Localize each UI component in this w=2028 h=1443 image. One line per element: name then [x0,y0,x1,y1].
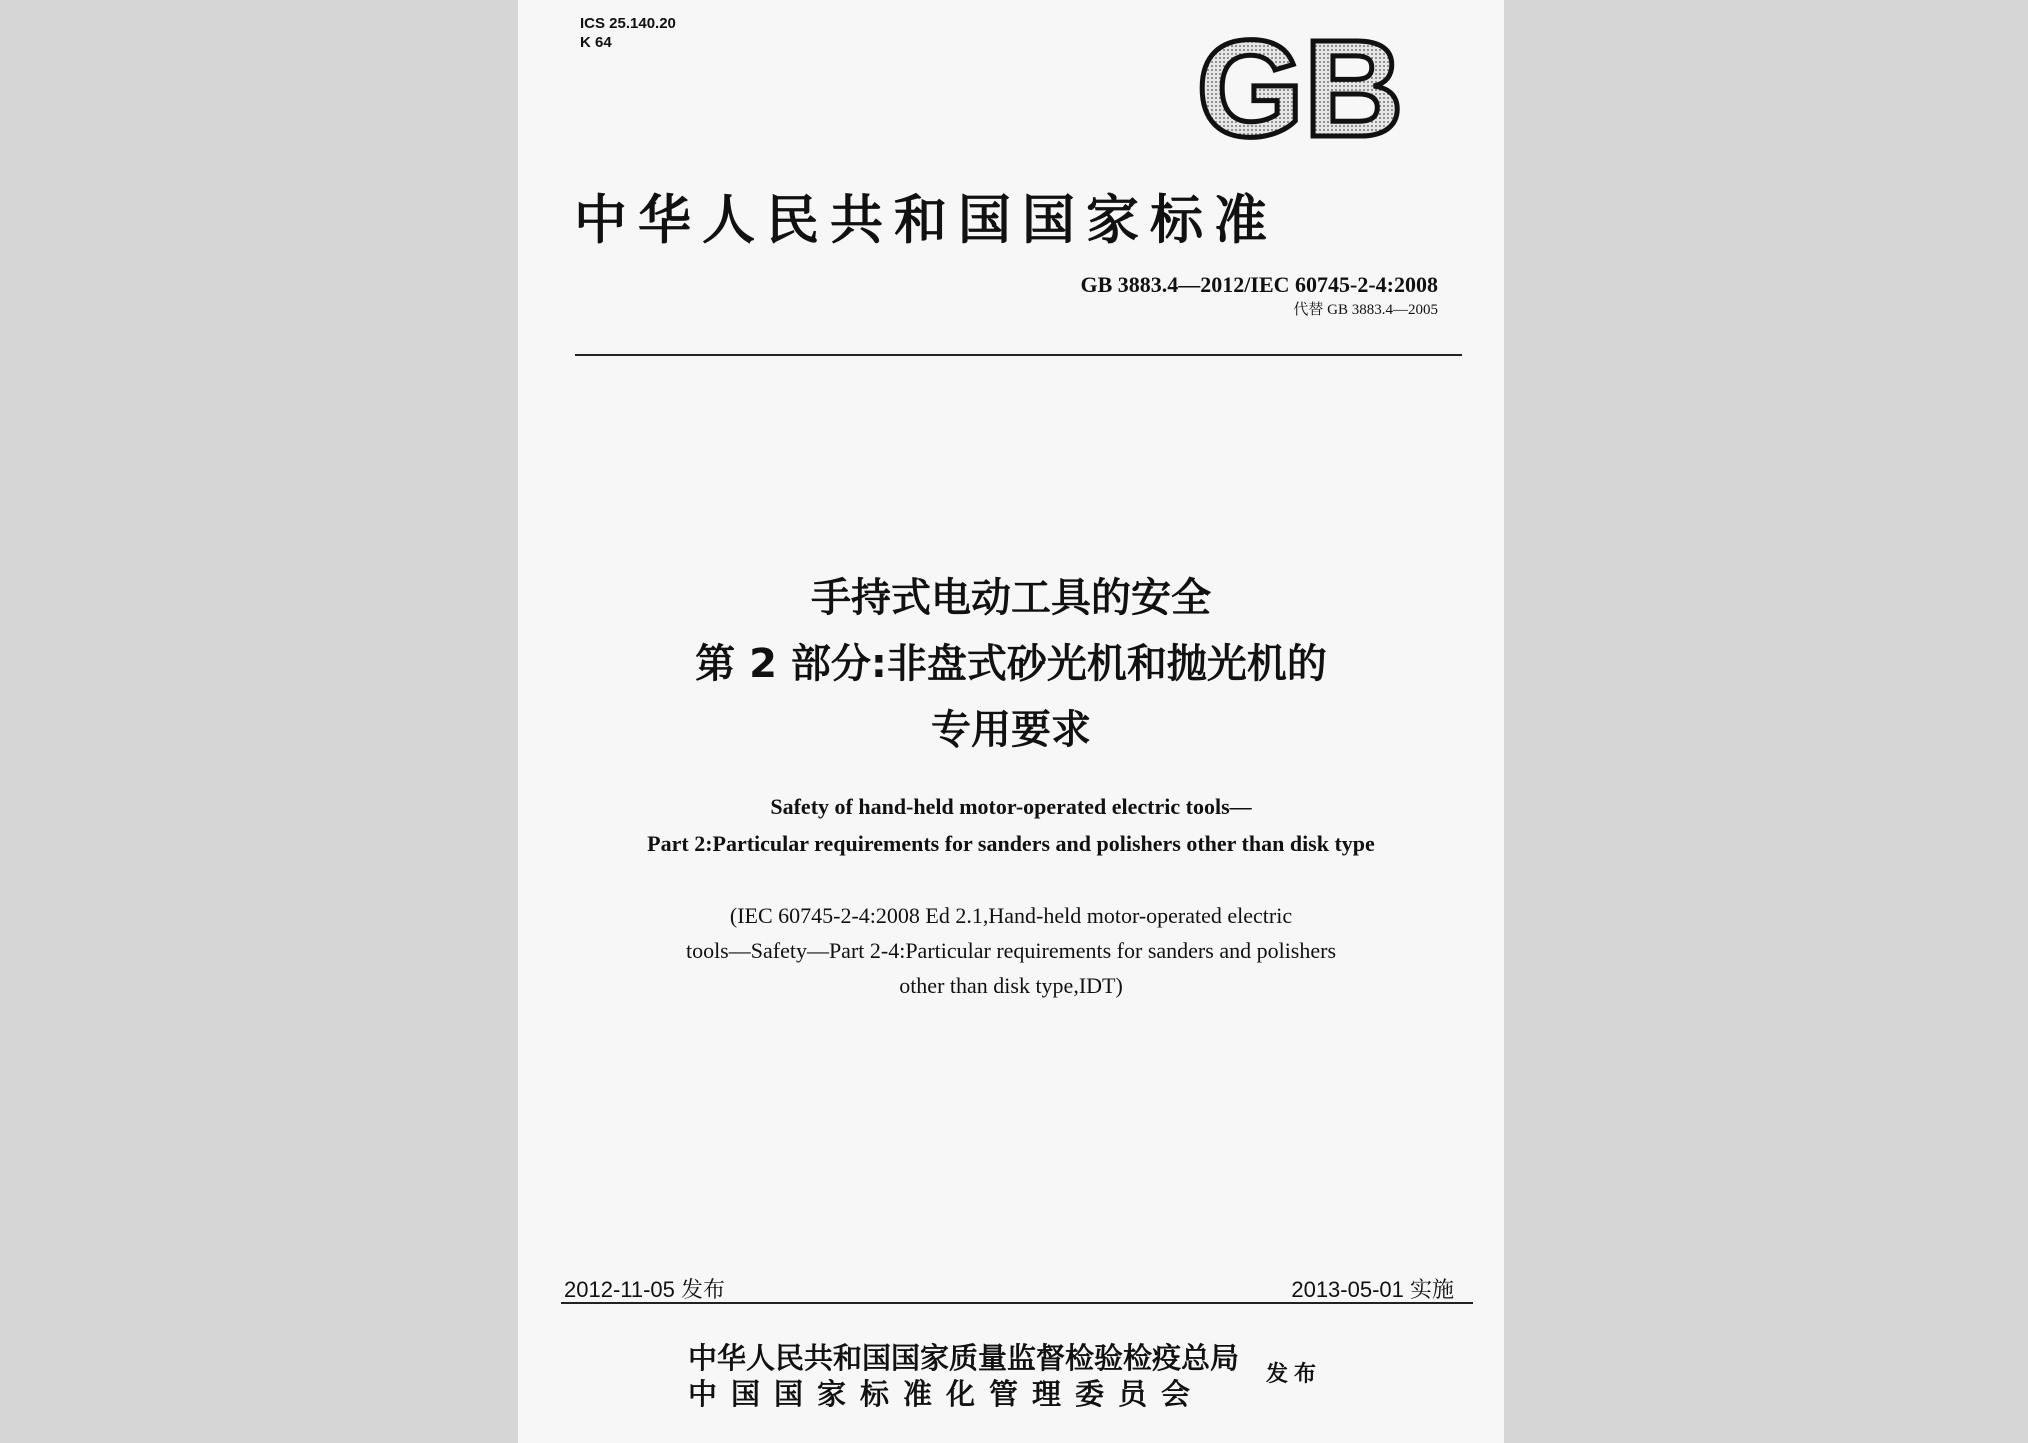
iec-reference-line-3: other than disk type,IDT) [899,973,1123,998]
english-title-line-2: Part 2:Particular requirements for sanders and polishers other than disk type [647,831,1375,856]
national-standard-title: 中华人民共和国国家标准 [574,190,1278,251]
implementation-date: 2013-05-01 实施 [1291,1277,1454,1302]
issuer-sac: 中国国家标准化管理委员会 [688,1377,1205,1411]
issue-date: 2012-11-05 发布 [564,1277,726,1302]
chinese-title-line-2: 第 2 部分:非盘式砂光机和抛光机的 [695,641,1327,687]
iec-reference-line-2: tools—Safety—Part 2-4:Particular requirements for sanders and polishers [685,938,1337,963]
logo-text: GB [1196,28,1404,146]
replaces-note: 代替 GB 3883.4—2005 [1293,302,1438,318]
gb-logo-icon [1190,28,1410,146]
chinese-title-line-3: 专用要求 [931,707,1091,753]
iec-reference-line-1: (IEC 60745-2-4:2008 Ed 2.1,Hand-held motor-operated electric [729,903,1293,928]
issuer-aqsiq: 中华人民共和国国家质量监督检验检疫总局 [688,1341,1240,1375]
bottom-divider [561,1302,1473,1304]
publish-label: 发布 [1266,1362,1323,1387]
chinese-title-line-1: 手持式电动工具的安全 [811,575,1211,621]
top-divider [575,354,1462,356]
standard-number: GB 3883.4—2012/IEC 60745-2-4:2008 [1080,272,1438,297]
english-title-line-1: Safety of hand-held motor-operated electric tools— [770,794,1252,819]
document-page [518,0,1504,1443]
classification-codes [580,14,676,52]
ccs-code: K 64 [580,34,612,51]
ics-code: ICS 25.140.20 [580,15,676,32]
gb-logo [1190,28,1410,150]
